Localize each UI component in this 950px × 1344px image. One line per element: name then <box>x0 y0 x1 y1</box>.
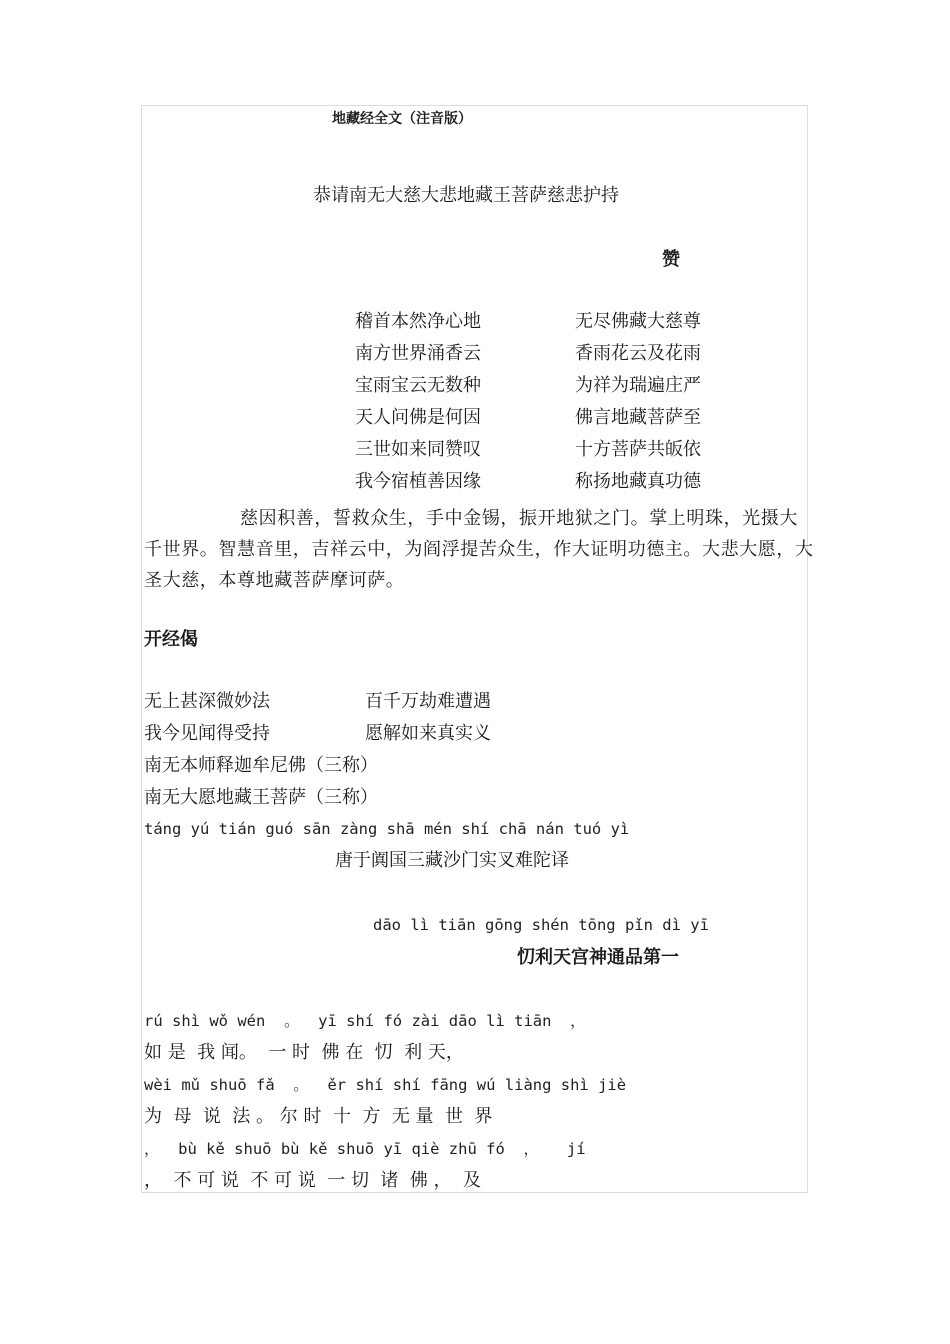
document-title: 地藏经全文（注音版） <box>332 111 472 127</box>
chapter-title: 忉利天宫神通品第一 <box>517 947 679 968</box>
text-pinyin-3: ， bù kě shuō bù kě shuō yī qiè zhū fó ， jí <box>144 1140 586 1158</box>
verse-left-2: 南方世界涌香云 <box>355 343 481 364</box>
gatha-right-1: 百千万劫难遭遇 <box>365 691 491 712</box>
translator-line: 唐于阗国三藏沙门实叉难陀译 <box>335 850 569 871</box>
praise-paragraph-text: 慈因积善，誓救众生，手中金锡，振开地狱之门。掌上明珠，光摄大千世界。智慧音里，吉祥云中，为阎浮提苦众生，作大证明功德主。大悲大愿，大圣大慈，本尊地藏菩萨摩诃萨。 <box>144 508 814 591</box>
refuge-line-2: 南无大愿地藏王菩萨（三称） <box>144 787 378 808</box>
verse-right-5: 十方菩萨共皈依 <box>575 439 701 460</box>
text-pinyin-2: wèi mǔ shuō fǎ 。 ěr shí shí fāng wú liàng shì jiè <box>144 1076 627 1094</box>
text-hanzi-1: 如 是 我 闻。 一 时 佛 在 忉 利 天， <box>144 1042 464 1063</box>
verse-right-6: 称扬地藏真功德 <box>575 471 701 492</box>
invocation-line: 恭请南无大慈大悲地藏王菩萨慈悲护持 <box>313 185 619 206</box>
verse-left-4: 天人问佛是何因 <box>355 407 481 428</box>
translator-pinyin: táng yú tián guó sān zàng shā mén shí chā nán tuó yì <box>144 820 630 838</box>
refuge-line-1: 南无本师释迦牟尼佛（三称） <box>144 755 378 776</box>
verse-left-1: 稽首本然净心地 <box>355 311 481 332</box>
text-pinyin-1: rú shì wǒ wén 。 yī shí fó zài dāo lì tiān ， <box>144 1012 586 1030</box>
verse-right-3: 为祥为瑞遍庄严 <box>575 375 701 396</box>
praise-paragraph <box>144 503 816 596</box>
verse-left-3: 宝雨宝云无数种 <box>355 375 481 396</box>
gatha-left-2: 我今见闻得受持 <box>144 723 270 744</box>
opening-gatha-heading: 开经偈 <box>144 629 198 650</box>
verse-left-6: 我今宿植善因缘 <box>355 471 481 492</box>
gatha-left-1: 无上甚深微妙法 <box>144 691 270 712</box>
gatha-right-2: 愿解如来真实义 <box>365 723 491 744</box>
text-hanzi-3: ， 不 可 说 不 可 说 一 切 诸 佛 ， 及 <box>144 1170 481 1191</box>
text-hanzi-2: 为 母 说 法 。 尔 时 十 方 无 量 世 界 <box>144 1106 493 1127</box>
verse-left-5: 三世如来同赞叹 <box>355 439 481 460</box>
verse-right-2: 香雨花云及花雨 <box>575 343 701 364</box>
zan-heading: 赞 <box>662 249 680 270</box>
verse-right-1: 无尽佛藏大慈尊 <box>575 311 701 332</box>
chapter-pinyin: dāo lì tiān gōng shén tōng pǐn dì yī <box>373 916 709 934</box>
verse-right-4: 佛言地藏菩萨至 <box>575 407 701 428</box>
